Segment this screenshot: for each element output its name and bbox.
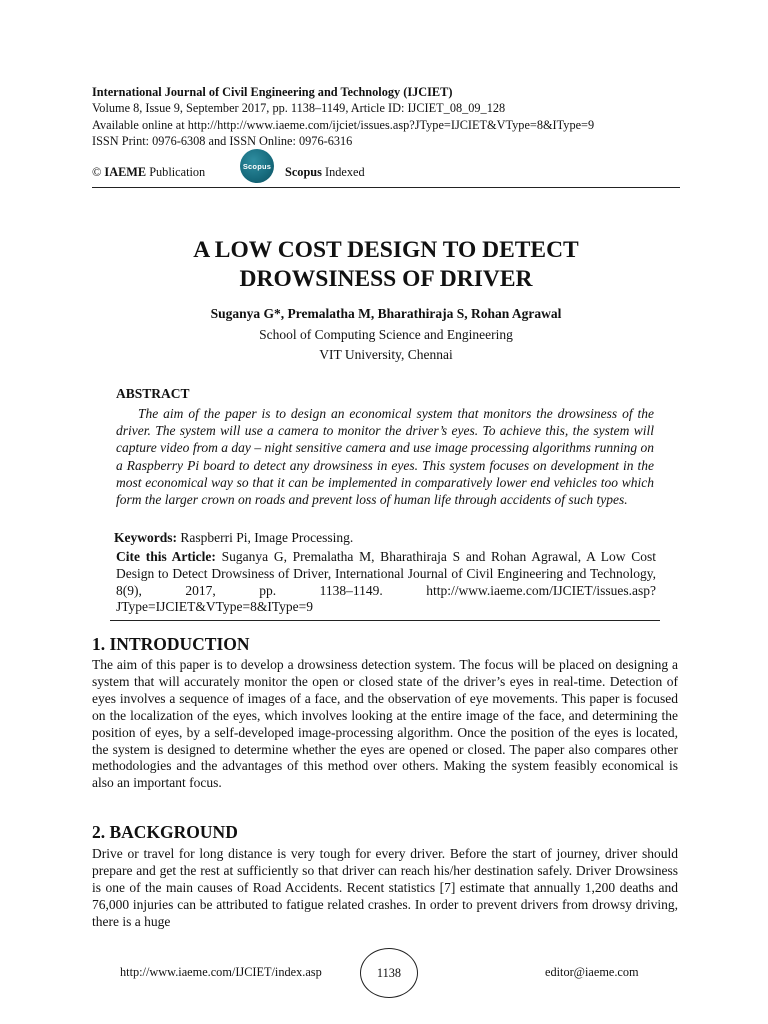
section-text-background: Drive or travel for long distance is very tough for every driver. Before the start of journey, driver should prepare and get the rest at sufficiently so that driver can reach his/her destination safely. Driver Drowsiness is one of the main causes of Road Accidents. Recent statistics [7] estimate that annually 1,200 deaths and 76,000 injuries can be attributed to fatigue related crashes. In order to prevent drivers from drowsy driving, there is a huge: [92, 846, 678, 929]
cite-this-article: [116, 549, 656, 616]
cite-text: Suganya G, Premalatha M, Bharathiraja S and Rohan Agrawal, A Low Cost Design to Detect Drowsiness of Driver, International Journal of Civil Engineering and Technology, 8(9), 2017, pp. 1138–1149. http://www.iaeme.com/IJCIET/issues.asp?JType=IJCIET&VType=8&IType=9: [116, 549, 657, 615]
scopus-logo-icon: Scopus: [240, 149, 274, 183]
publisher-suffix: Publication: [149, 165, 206, 179]
affiliation-university: VIT University, Chennai: [319, 347, 453, 362]
affiliation-school: School of Computing Science and Engineering: [259, 327, 513, 342]
header-divider: [92, 187, 680, 188]
keywords-value: Raspberri Pi, Image Processing.: [177, 530, 354, 545]
page-number: 1138: [360, 948, 418, 998]
volume-line: Volume 8, Issue 9, September 2017, pp. 1138–1149, Article ID: IJCIET_08_09_128: [92, 101, 506, 115]
available-online-line[interactable]: Available online at http://http://www.iaeme.com/ijciet/issues.asp?JType=IJCIET&VType=8&IType=9: [92, 118, 595, 132]
keywords: [114, 530, 353, 546]
scopus-indexed: [285, 165, 365, 180]
footer-url-link[interactable]: http://www.iaeme.com/IJCIET/index.asp: [120, 965, 322, 979]
cite-label: Cite this Article:: [116, 549, 216, 564]
scopus-label: Scopus: [285, 165, 322, 179]
abstract-heading: ABSTRACT: [116, 386, 190, 401]
section-heading-background: 2. BACKGROUND: [92, 822, 238, 842]
keywords-label: Keywords:: [114, 530, 177, 545]
paper-title-line-1: A LOW COST DESIGN TO DETECT: [193, 237, 579, 263]
footer-email-link[interactable]: editor@iaeme.com: [545, 965, 639, 979]
copyright-symbol: ©: [92, 165, 102, 179]
publication-row: [92, 163, 692, 185]
authors: Suganya G*, Premalatha M, Bharathiraja S, Rohan Agrawal: [210, 306, 562, 321]
paper-title-line-2: DROWSINESS OF DRIVER: [239, 266, 533, 292]
journal-title: International Journal of Civil Engineering and Technology (IJCIET): [92, 85, 453, 99]
section-heading-introduction: 1. INTRODUCTION: [92, 634, 250, 654]
section-text-introduction: The aim of this paper is to develop a drowsiness detection system. The focus will be placed on designing a system that will accurately monitor the open or closed state of the driver’s eyes in real-time. Detection of eyes involves a sequence of images of a face, and the observation of eye movements. This paper is focused on the localization of the eyes, which involves looking at the entire image of the face, and determining the position of eyes, by a self-developed image-processing algorithm. Once the position of the eyes is located, the system is designed to determine whether the eyes are opened or closed. The paper also compares other methodologies and the advantages of this method over others. Making the system feasibly economical is also an important focus.: [92, 657, 678, 791]
publisher-credit: [92, 165, 205, 180]
abstract-text: The aim of the paper is to design an economical system that monitors the drowsiness of the driver. The system will use a camera to monitor the driver’s eyes. To achieve this, the system will capture video from a day – night sensitive camera and use image processing algorithms running on a Raspberry Pi board to detect any drowsiness in eyes. This system focuses on development in the most economical way so that it can be implemented in comparatively lower end vehicles too which form the larger crown on roads and prevent loss of human life through accidents of such types.: [116, 406, 654, 508]
indexed-label: Indexed: [325, 165, 365, 179]
cite-divider: [110, 620, 660, 621]
publisher-name: IAEME: [104, 165, 147, 179]
paper-title: [92, 236, 680, 294]
issn-line: ISSN Print: 0976-6308 and ISSN Online: 0976-6316: [92, 134, 353, 148]
